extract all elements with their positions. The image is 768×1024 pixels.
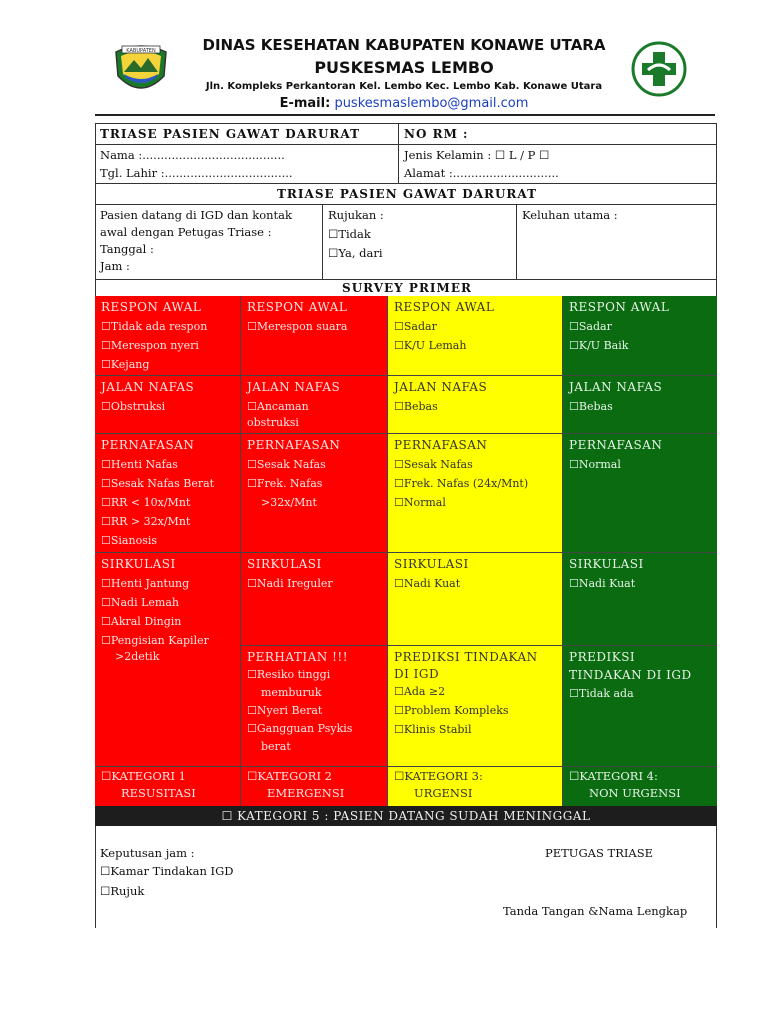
col4-respon-item[interactable]: ☐ K/U Baik [569,336,711,355]
signature-field[interactable]: Tanda Tangan &Nama Lengkap [503,904,688,918]
nama-field[interactable]: Nama :....................................... [100,148,285,162]
clinic-email [0,96,768,111]
arrival-line2: awal dengan Petugas Triase : [100,225,272,239]
col1-respon-item[interactable]: ☐ Merespon nyeri [101,336,234,355]
col1-sirk-item[interactable]: ☐ Pengisian Kapiler [101,631,234,650]
col4-prediksi-header: PREDIKSI [569,650,636,664]
arrival-line1: Pasien datang di IGD dan kontak [100,208,292,222]
rujukan-tidak-checkbox[interactable]: ☐ Tidak [328,226,371,242]
col2-nafas-extra: >32x/Mnt [261,496,317,509]
col2-nafas-item[interactable]: ☐ Sesak Nafas [247,455,381,474]
col2-respon-cell [241,296,388,376]
col3-prediksi-header2: DI IGD [394,667,440,681]
col2-jalan-header: JALAN NAFAS [247,380,341,394]
col4-respon-cell [563,296,717,376]
kategori3-desc: URGENSI [414,786,473,800]
jam-field[interactable]: Jam : [100,259,130,273]
col2-perhatian-item[interactable]: ☐ Gangguan Psykis [247,720,381,738]
keluhan-cell[interactable] [516,204,717,280]
col4-nafas-item[interactable]: ☐ Normal [569,455,711,474]
col4-jalan-header: JALAN NAFAS [569,380,663,394]
no-rm-cell[interactable] [398,123,717,145]
col2-perhatian-item[interactable]: ☐ Resiko tinggi [247,666,381,684]
col3-nafas-header: PERNAFASAN [394,438,488,452]
col1-nafas-header: PERNAFASAN [101,438,195,452]
col1-sirk-extra: >2detik [115,650,160,663]
kategori5-checkbox[interactable]: ☐ KATEGORI 5 : PASIEN DATANG SUDAH MENINGGAL [95,806,717,826]
col3-prediksi-item[interactable]: ☐ Ada ≥2 [394,682,556,701]
kategori1-label: ☐ KATEGORI 1 [101,768,234,785]
email-link[interactable]: puskesmaslembo@gmail.com [334,96,529,111]
col1-sirk-item[interactable]: ☐ Nadi Lemah [101,593,234,612]
kategori1-checkbox[interactable] [95,767,241,806]
logo-text: KABUPATEN [126,48,156,54]
col4-jalan-item[interactable]: ☐ Bebas [569,397,711,416]
col4-prediksi-cell [563,646,717,767]
col4-nafas-cell [563,434,717,553]
col2-nafas-item[interactable]: ☐ Frek. Nafas [247,474,381,493]
col3-prediksi-item[interactable]: ☐ Klinis Stabil [394,720,556,739]
patient-detail-cell [398,144,717,184]
col3-sirk-header: SIRKULASI [394,557,469,571]
col4-sirk-cell [563,553,717,646]
kategori3-label: ☐ KATEGORI 3: [394,768,556,785]
petugas-label: PETUGAS TRIASE [545,846,653,860]
col1-sirk-item[interactable]: ☐ Henti Jantung [101,574,234,593]
col1-respon-item[interactable]: ☐ Tidak ada respon [101,317,234,336]
col4-jalan-cell [563,376,717,434]
no-rm-label: NO RM : [404,127,469,141]
kategori4-label: ☐ KATEGORI 4: [569,768,711,785]
patient-identity-cell [95,144,399,184]
kategori1-desc: RESUSITASI [121,786,196,800]
kategori2-checkbox[interactable] [241,767,388,806]
col2-perhatian-header: PERHATIAN !!! [247,650,349,664]
col3-respon-cell [388,296,563,376]
kategori3-checkbox[interactable] [388,767,563,806]
col1-sirk-cell [95,553,241,767]
rujukan-label: Rujukan : [328,208,384,222]
col2-nafas-cell [241,434,388,553]
col3-jalan-header: JALAN NAFAS [394,380,488,394]
col3-prediksi-item[interactable]: ☐ Problem Kompleks [394,701,556,720]
col3-nafas-item[interactable]: ☐ Sesak Nafas [394,455,556,474]
col3-prediksi-cell [388,646,563,767]
col1-respon-header: RESPON AWAL [101,300,202,314]
col3-respon-header: RESPON AWAL [394,300,495,314]
jenis-kelamin-field[interactable]: Jenis Kelamin : ☐ L / P ☐ [404,148,550,162]
col2-jalan-item[interactable]: ☐ Ancaman [247,397,381,416]
kategori4-desc: NON URGENSI [589,786,681,800]
form-title: TRIASE PASIEN GAWAT DARURAT [100,127,360,141]
survey-primer-title: SURVEY PRIMER [342,281,472,295]
col2-perhatian-item-cont: memburuk [261,686,322,699]
col4-respon-header: RESPON AWAL [569,300,670,314]
col3-nafas-cell [388,434,563,553]
col1-nafas-item[interactable]: ☐ Henti Nafas [101,455,234,474]
kamar-tindakan-checkbox[interactable]: ☐ Kamar Tindakan IGD [100,863,233,879]
kategori2-desc: EMERGENSI [267,786,345,800]
col1-nafas-cell [95,434,241,553]
col4-prediksi-header2: TINDAKAN DI IGD [569,668,692,682]
kategori4-checkbox[interactable] [563,767,717,806]
clinic-title: PUSKESMAS LEMBO [314,58,494,77]
kategori2-label: ☐ KATEGORI 2 [247,768,381,785]
col2-perhatian-item[interactable]: ☐ Nyeri Berat [247,702,381,720]
arrival-cell [95,204,323,280]
col1-nafas-item[interactable]: ☐ RR > 32x/Mnt [101,512,234,531]
alamat-field[interactable]: Alamat :............................. [404,166,559,180]
tanggal-field[interactable]: Tanggal : [100,242,154,256]
col3-sirk-cell [388,553,563,646]
col4-sirk-item[interactable]: ☐ Nadi Kuat [569,574,711,593]
col1-jalan-item[interactable]: ☐ Obstruksi [101,397,234,416]
rujukan-cell [322,204,517,280]
col2-respon-item[interactable]: ☐ Merespon suara [247,317,381,336]
col2-respon-header: RESPON AWAL [247,300,348,314]
col1-sirk-header: SIRKULASI [101,557,176,571]
form-title-cell [95,123,399,145]
col1-nafas-item[interactable]: ☐ Sesak Nafas Berat [101,474,234,493]
col2-jalan-extra: obstruksi [247,416,299,429]
section-title-cell [95,183,717,205]
col3-sirk-item[interactable]: ☐ Nadi Kuat [394,574,556,593]
triage-form [95,123,717,928]
agency-title: DINAS KESEHATAN KABUPATEN KONAWE UTARA [202,36,606,54]
col1-respon-item[interactable]: ☐ Kejang [101,355,234,374]
col2-sirk-cell [241,553,388,646]
col3-nafas-item[interactable]: ☐ Frek. Nafas (24x/Mnt) [394,474,556,493]
col2-sirk-header: SIRKULASI [247,557,322,571]
col4-nafas-header: PERNAFASAN [569,438,663,452]
col2-perhatian-item-cont: berat [261,740,291,753]
col1-nafas-item[interactable]: ☐ RR < 10x/Mnt [101,493,234,512]
col4-respon-item[interactable]: ☐ Sadar [569,317,711,336]
col4-prediksi-item[interactable]: ☐ Tidak ada [569,684,711,703]
col3-nafas-item[interactable]: ☐ Normal [394,493,556,512]
col1-nafas-item[interactable]: ☐ Sianosis [101,531,234,550]
col4-sirk-header: SIRKULASI [569,557,644,571]
col2-perhatian-cell [241,646,388,767]
col3-respon-item[interactable]: ☐ K/U Lemah [394,336,556,355]
section-title: TRIASE PASIEN GAWAT DARURAT [277,187,537,201]
rujuk-checkbox[interactable]: ☐ Rujuk [100,883,144,899]
col3-jalan-item[interactable]: ☐ Bebas [394,397,556,416]
col1-respon-cell [95,296,241,376]
keluhan-label: Keluhan utama : [522,208,618,222]
col3-jalan-cell [388,376,563,434]
keputusan-field[interactable]: Keputusan jam : [100,846,195,860]
col1-jalan-cell [95,376,241,434]
col1-jalan-header: JALAN NAFAS [101,380,195,394]
col3-prediksi-header: PREDIKSI TINDAKAN [394,650,538,664]
survey-primer-cell [95,279,717,297]
letterhead-divider [95,114,715,116]
rujukan-ya-checkbox[interactable]: ☐ Ya, dari [328,245,383,261]
clinic-address: Jln. Kompleks Perkantoran Kel. Lembo Kec. Lembo Kab. Konawe Utara [205,81,603,92]
email-label: E-mail: [279,96,331,111]
col1-sirk-item[interactable]: ☐ Akral Dingin [101,612,234,631]
col2-sirk-item[interactable]: ☐ Nadi Ireguler [247,574,381,593]
col2-jalan-cell [241,376,388,434]
col2-nafas-header: PERNAFASAN [247,438,341,452]
tgl-lahir-field[interactable]: Tgl. Lahir :................................... [100,166,293,180]
col3-respon-item[interactable]: ☐ Sadar [394,317,556,336]
